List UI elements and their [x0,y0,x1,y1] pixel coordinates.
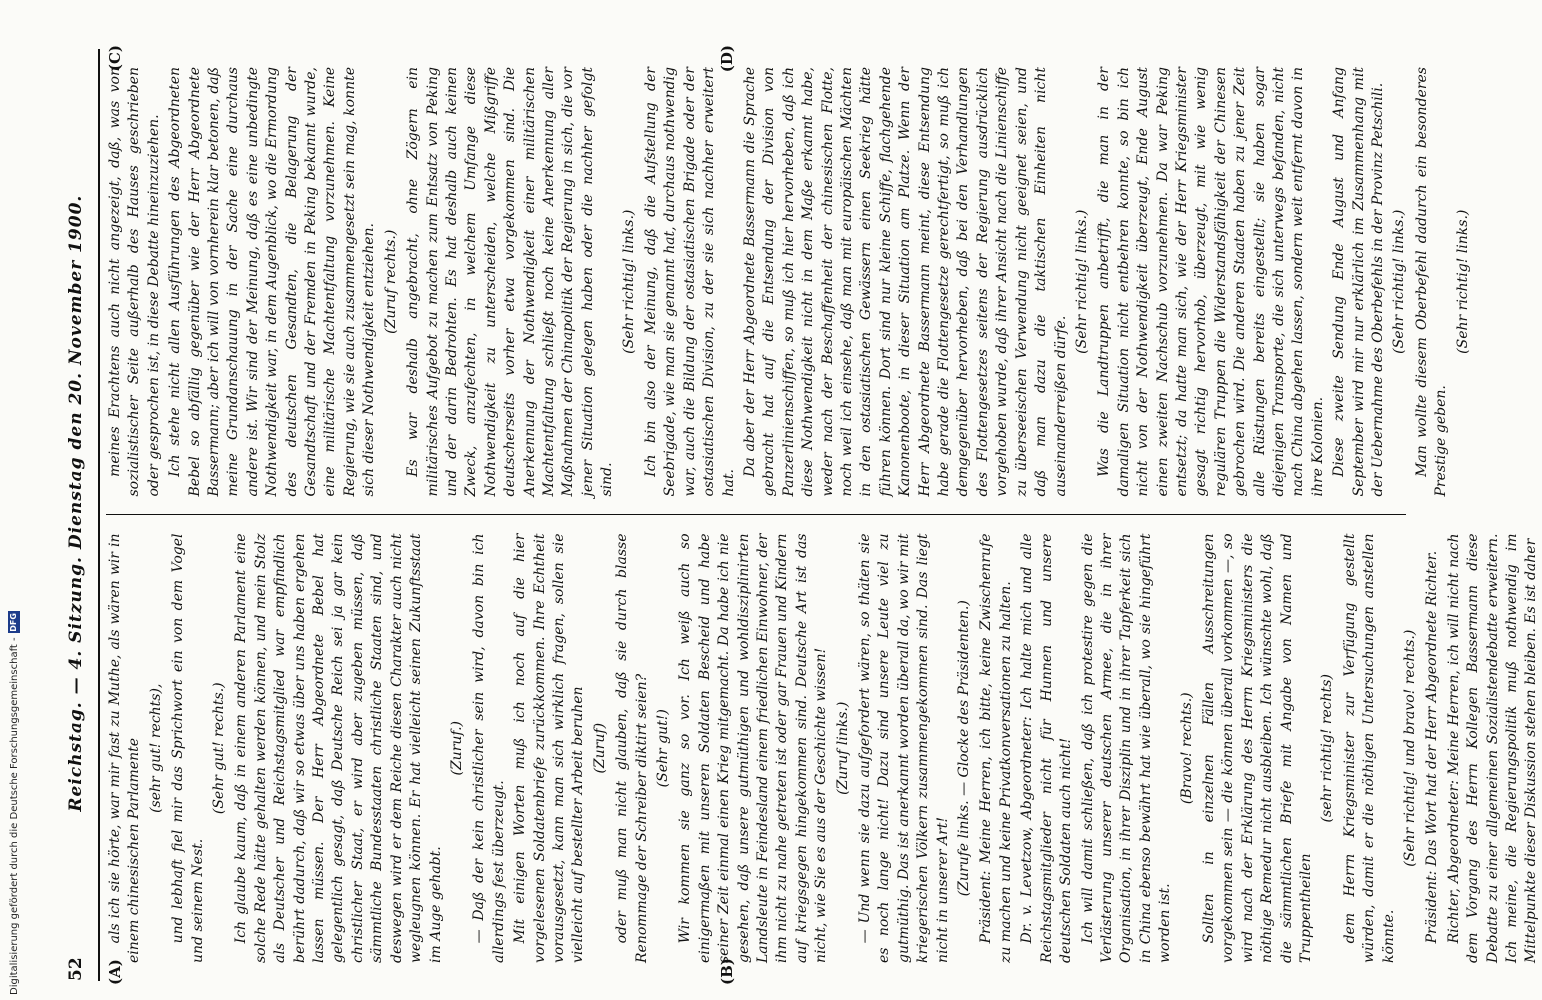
text-columns [106,45,1540,985]
paragraph: — Und wenn sie dazu aufgefordert wären, so thäten sie es noch lange nicht! Dazu sind unsere Leute viel zu gutmüthig. Das ist anerkannt worden überall da, wo wir mit kriegerischen Völkern zusammengekommen sind. Das liegt nicht in unserer Art! [857,533,951,963]
paragraph: oder muß man nicht glauben, daß sie durch blasse Renommage der Schreiber diktirt seien? [614,533,650,963]
interjection: (Sehr gut!) [654,709,671,788]
page-title: Reichstag. — 4. Sitzung. Dienstag den 20. November 1900. [66,194,86,812]
interjection: (sehr gut! rechts), [147,683,164,813]
paragraph: als ich sie hörte, war mir fast zu Muthe, als wären wir in einem chinesischen Parlamente [107,533,143,963]
paragraph: meines Erachtens auch nicht angezeigt, daß, was von sozialistischer Seite außerhalb des Hauses geschrieben oder gesprochen ist, in diese Debatte hineinzuziehen. [107,67,162,497]
interjection: (Sehr richtig! und bravo! rechts.) [1402,629,1418,867]
paragraph: Dr. v. Levetzow, Abgeordneter: Ich halte mich und alle Reichstagsmitglieder nicht für Hunnen und unsere deutschen Soldaten auch nicht! [1019,533,1075,963]
paragraph: Präsident: Meine Herren, ich bitte, keine Zwischenrufe zu machen und keine Privatkonversationen zu halten. [978,533,1014,963]
paragraph: und lebhaft fiel mir das Sprichwort ein von dem Vogel und seinem Nest. [170,533,206,963]
digitization-credit [8,611,20,995]
interjection: (Sehr gut! rechts.) [211,682,228,815]
page-header [66,49,100,981]
interjection: (Zuruf rechts.) [382,229,399,334]
credit-text: Digitalisierung gefördert durch die Deutsche Forschungsgemeinschaft - [8,637,20,995]
dfg-logo-icon: DFG [9,613,18,632]
interjection: (Sehr richtig! links.) [620,209,637,354]
interjection: (Sehr richtig! links.) [1454,209,1471,354]
right-column [106,45,1471,516]
interjection: (Zuruf) [591,722,608,774]
paragraph: Ich bin also der Meinung, daß die Aufstellung der Seebrigade, wie man sie genannt hat, durchaus nothwendig war, auch die Bildung der ostasiatischen Brigade oder der ostasiatischen Division, zu der sie sich nachher erweitert hat. [642,67,737,497]
margin-marker-c: (C) [106,45,124,72]
paragraph: Da aber der Herr Abgeordnete Bassermann die Sprache gebracht hat auf die Entsendung der Division von Panzerlinienschiffen, so muß ich hier hervorheben, daß ich diese Nothwendigkeit nicht in dem Maße erkannt habe, weder nach der Beschaffenheit der chinesischen Flotte, noch weil ich einsehe, daß man mit europäischen Mächten in den ostasiatischen Gewässern einen Seekrieg hätte führen können. Dort sind nur kleine Schiffe, flachgehende Kanonenboote, in dieser Situation am Platze. Wenn der Herr Abgeordnete Bassermann meint, diese Entsendung habe gerade die Flottengesetze gerechtfertigt, so muß ich demgegenüber hervorheben, daß bei den Verhandlungen des Flottengesetzes seitens der Regierung ausdrücklich vorgehoben wurde, daß ihrer Ansicht nach die Linienschiffe zu überseeischen Verwendung nicht geeignet seien, und daß man dazu die taktischen Einheiten nicht auseinanderreißen dürfe. [742,67,1069,497]
interjection: (Sehr richtig! links.) [1391,209,1408,354]
margin-marker-a: (A) [106,959,124,985]
paragraph: Ich glaube kaum, daß in einem anderen Parlament eine solche Rede hätte gehalten werden können, und mein Stolz als Deutscher und Reichstagsmitglied war empfindlich berührt dadurch, daß wir so etwas über uns haben ergehen lassen müssen. Der Herr Abgeordnete Bebel hat gelegentlich gesagt, daß Deutsche Reich sei ja gar kein christlicher Staat, er wird aber zugeben müssen, daß sämmtliche Bundesstaaten christliche Staaten sind, und deswegen wird er dem Reiche diesen Charakter auch nicht wegleugnen können. Er hat vielleicht seinen Zukunftsstaat im Auge gehabt. [233,533,444,963]
paragraph: Wir kommen sie ganz so vor. Ich weiß auch so einigermaßen mit unseren Soldaten Bescheid und habe seiner Zeit einmal einen Krieg mitgemacht. Da habe ich nie gesehen, daß unsere gutmüthigen und wohldisziplinirten Landsleute in Feindesland einem friedlichen Einwohner, der ihm nicht zu nahe getreten ist oder gar Frauen und Kindern auf kriegsgegen hingekommen sind. Deutsche Art ist das nicht, wie Sie es aus der Geschichte wissen! [677,533,830,963]
paragraph: Es war deshalb angebracht, ohne Zögern ein militärisches Aufgebot zu machen zum Entsatz von Peking und der darin Bedrohten. Es hat deshalb auch keinen Zweck, anzufechten, in welchem Umfange diese Nothwendigkeit zu unterscheiden, welche Mißgriffe deutscherseits vorher etwa vorgekommen sind. Die Anerkennung der Nothwendigkeit einer militärischen Machtentfaltung schließt noch keine Anerkennung aller Maßnahmen der Chinapolitik der Regierung in sich, die vor jener Situation gelegen haben oder die nachher gefolgt sind. [405,67,616,497]
interjection: (Zuruf links.) [834,701,851,795]
paragraph: Sollten in einzelnen Fällen Ausschreitungen vorgekommen sein — die können überall vorkommen —, so wird nach der Erklärung des Herrn Kriegsministers die nöthige Remedur nicht ausbleiben. Ich wünschte wohl, daß die sämmtlichen Briefe mit Angabe von Namen und Truppentheilen [1200,533,1314,963]
paragraph: Ich will damit schließen, daß ich protestire gegen die Verlästerung unserer deutschen Armee, die in ihrer Organisation, in ihrer Disziplin und in ihrer Tapferkeit sich in China ebenso bewährt hat wie überall, wo sie hingeführt worden ist. [1079,533,1174,963]
interjection: (Bravo! rechts.) [1178,692,1195,805]
left-column [106,516,1540,985]
paragraph: Diese zweite Sendung Ende August und Anfang September wird mir nur erklärlich im Zusammenhang mit der Uebernahme des Oberbefehls in der Provinz Petschili. [1331,67,1386,497]
interjection: (sehr richtig! rechts) [1319,674,1336,823]
paragraph: — Daß der kein christlicher sein wird, davon bin ich allerdings fest überzeugt. [471,533,507,963]
page-number: 52 [66,957,86,981]
interjection: (Zurufe links. — Glocke des Präsidenten.) [956,600,973,897]
margin-marker-b: (B) [718,958,736,985]
interjection: (Zuruf.) [448,721,465,776]
document-page [60,35,1540,995]
interjection: (Sehr richtig! links.) [1073,209,1090,354]
paragraph: Was die Landtruppen anbetrifft, die man in der damaligen Situation nicht entbehren konnte, so bin ich nicht von der Nothwendigkeit überzeugt, Ende August einen zweiten Nachschub vorzunehmen. Da war Peking entsetzt; da hatte man sich, wie der Herr Kriegsminister gesagt richtig hervorhob, überzeugt, mit wie wenig regulären Truppen die Widerstandsfähigkeit der Chinesen gebrochen wird. Die anderen Staaten haben zu jener Zeit alle Rüstungen bereits eingestellt; sie haben sogar diejenigen Transporte, die sich unterwegs befanden, nicht nach China abgehen lassen, sondern weit entfernt davon in ihre Kolonien. [1096,67,1326,497]
paragraph: Ich stehe nicht allen Ausführungen des Abgeordneten Bebel so abfällig gegenüber wie der Herr Abgeordnete Bassermann; aber ich will von vornherein klar betonen, daß meine Grundanschauung in der Sache eine durchaus andere ist. Wir sind der Meinung, daß es eine unbedingte Nothwendigkeit war, in dem Augenblick, wo die Ermordung des deutschen Gesandten, die Belagerung der Gesandtschaft und der Fremden in Peking bekannt wurde, eine militärische Machtentfaltung vorzunehmen. Keine Regierung, wie sie auch zusammengesetzt sein mag, konnte sich dieser Nothwendigkeit entziehen. [167,67,378,497]
paragraph: dem Herrn Kriegsminister zur Verfügung gestellt würden, damit er die nöthigen Untersuchungen anstellen könnte. [1341,533,1397,963]
paragraph: Mit einigen Worten muß ich noch auf die hier vorgelesenen Soldatenbriefe zurückkommen. Ihre Echtheit vorausgesetzt, kann man sich wirklich fragen, sollen sie vielleicht auf bestellter Arbeit beruhen [512,533,587,963]
paragraph: Richter, Abgeordneter: Meine Herren, ich will nicht nach dem Vorgang des Herrn Kollegen Bassermann diese Debatte zu einer allgemeinen Sozialistendebatte erweitern. Ich meine, die Regierungspolitik muß nothwendig im Mittelpunkte dieser Diskussion stehen bleiben. Es ist daher [1445,533,1540,963]
margin-marker-d: (D) [718,45,736,73]
paragraph: Man wollte diesem Oberbefehl dadurch ein besonderes Prestige geben. [1413,67,1450,497]
paragraph: Präsident: Das Wort hat der Herr Abgeordnete Richter. [1424,550,1441,944]
